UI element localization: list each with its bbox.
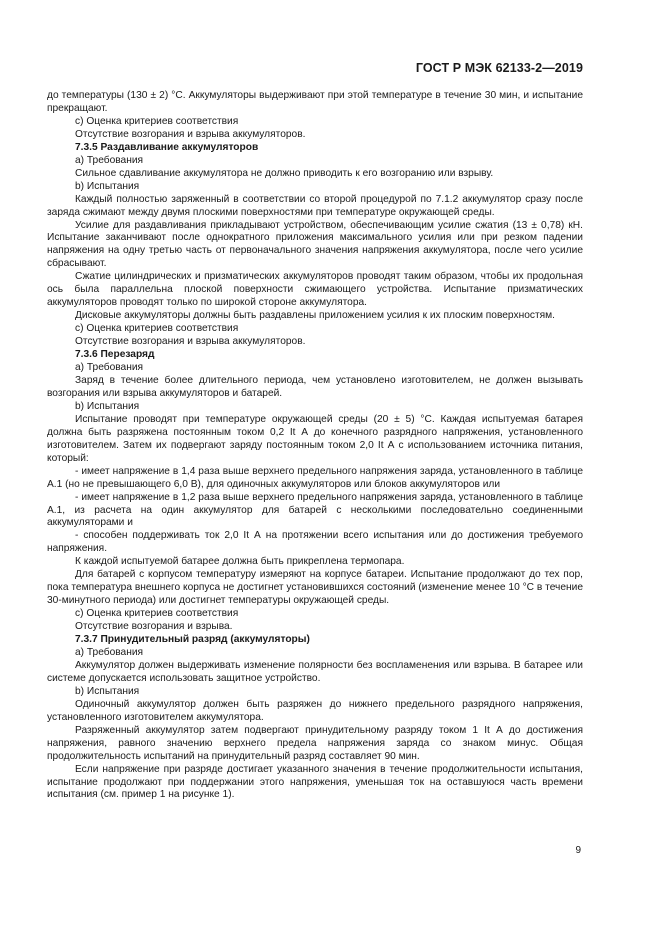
paragraph: до температуры (130 ± 2) °С. Аккумуляторы выдерживают при этой температуре в течение 30 мин, и испытание прекращают.: [47, 90, 583, 114]
paragraph: Дисковые аккумуляторы должны быть раздавлены приложением усилия к их плоским поверхностям.: [75, 310, 555, 322]
paragraph: К каждой испытуемой батарее должна быть прикреплена термопара.: [75, 556, 405, 568]
paragraph: Сжатие цилиндрических и призматических аккумуляторов проводят таким образом, чтобы их продольная ось была параллельна плоской поверхности сжимающего устройства. Испытание призматических аккумуляторов проводят только по широкой стороне аккумулятора.: [47, 271, 583, 309]
paragraph: Отсутствие возгорания и взрыва аккумуляторов.: [75, 128, 306, 140]
paragraph: Заряд в течение более длительного периода, чем установлено изготовителем, не должен вызывать возгорания или взрыва аккумуляторов и батарей.: [47, 374, 583, 399]
subsection-label: с) Оценка критериев соответствия: [75, 608, 239, 620]
subsection-label: b) Испытания: [75, 400, 140, 412]
section-heading: 7.3.5 Раздавливание аккумуляторов: [75, 141, 259, 153]
standard-designation: ГОСТ Р МЭК 62133-2—2019: [415, 61, 583, 75]
paragraph: Разряженный аккумулятор затем подвергают принудительному разряду током 1 It А до достижения напряжения, равного значению верхнего предела напряжения заряда со знаком минус. Общая продолжительность испытаний на принудительный разряд составляет 90 мин.: [47, 724, 583, 762]
page-number: 9: [575, 845, 581, 856]
paragraph: Сильное сдавливание аккумулятора не должно приводить к его возгоранию или взрыву.: [75, 167, 494, 179]
subsection-label: с) Оценка критериев соответствия: [75, 115, 239, 127]
list-item: - имеет напряжение в 1,4 раза выше верхнего предельного напряжения заряда, установленного в таблице А.1 (но не превышающего 6,0 В), для одиночных аккумуляторов или блоков аккумуляторов или: [47, 465, 583, 490]
paragraph: Отсутствие возгорания и взрыва.: [75, 621, 233, 633]
paragraph: Одиночный аккумулятор должен быть разряжен до нижнего предельного разрядного напряжения, установленного изготовителем аккумулятора.: [47, 698, 583, 723]
paragraph: Каждый полностью заряженный в соответствии со второй процедурой по 7.1.2 аккумулятор сразу после заряда сжимают между двумя плоскими поверхностями при температуре окружающей среды.: [47, 193, 583, 218]
section-heading: 7.3.6 Перезаряд: [75, 349, 155, 361]
list-item: - способен поддерживать ток 2,0 It А на протяжении всего испытания или до достижения требуемого напряжения.: [47, 530, 583, 555]
page-body: [47, 90, 583, 802]
section-heading: 7.3.7 Принудительный разряд (аккумуляторы): [75, 634, 310, 646]
subsection-label: с) Оценка критериев соответствия: [75, 323, 239, 335]
list-item: - имеет напряжение в 1,2 раза выше верхнего предельного напряжения заряда, установленного в таблице А.1, из расчета на один аккумулятор для батарей с несколькими последовательно соединенными аккумуляторами и: [47, 491, 583, 529]
subsection-label: а) Требования: [75, 154, 144, 166]
paragraph: Аккумулятор должен выдерживать изменение полярности без воспламенения или взрыва. В батарее или системе допускается использовать защитное устройство.: [47, 659, 583, 684]
paragraph: Усилие для раздавливания прикладывают устройством, обеспечивающим усилие сжатия (13 ± 0,78) кН. Испытание заканчивают после однократного приложения максимального усилия или при резком падении напряжения на одну третью часть от первоначального значения напряжения аккумулятора, после чего усилие сбрасывают.: [47, 219, 583, 270]
paragraph: Испытание проводят при температуре окружающей среды (20 ± 5) °С. Каждая испытуемая батарея должна быть разряжена постоянным током 0,2 It А до конечного разрядного напряжения, установленного изготовителем. Затем их подвергают заряду постоянным током 2,0 It А с использованием источника питания, который:: [47, 413, 583, 464]
subsection-label: а) Требования: [75, 646, 144, 658]
paragraph: Если напряжение при разряде достигает указанного значения в течение продолжительности испытания, испытание продолжают при поддержании этого напряжения, уменьшая ток на оставшуюся часть времени испытания (см. пример 1 на рисунке 1).: [47, 763, 583, 801]
subsection-label: b) Испытания: [75, 180, 140, 192]
paragraph: Для батарей с корпусом температуру измеряют на корпусе батареи. Испытание продолжают до тех пор, пока температура внешнего корпуса не достигнет установившихся состояний (изменение менее 10 °С в течение 30-минутного периода) или достигнет температуры окружающей среды.: [47, 569, 583, 607]
subsection-label: b) Испытания: [75, 685, 140, 697]
paragraph: Отсутствие возгорания и взрыва аккумуляторов.: [75, 336, 306, 348]
subsection-label: а) Требования: [75, 362, 144, 374]
